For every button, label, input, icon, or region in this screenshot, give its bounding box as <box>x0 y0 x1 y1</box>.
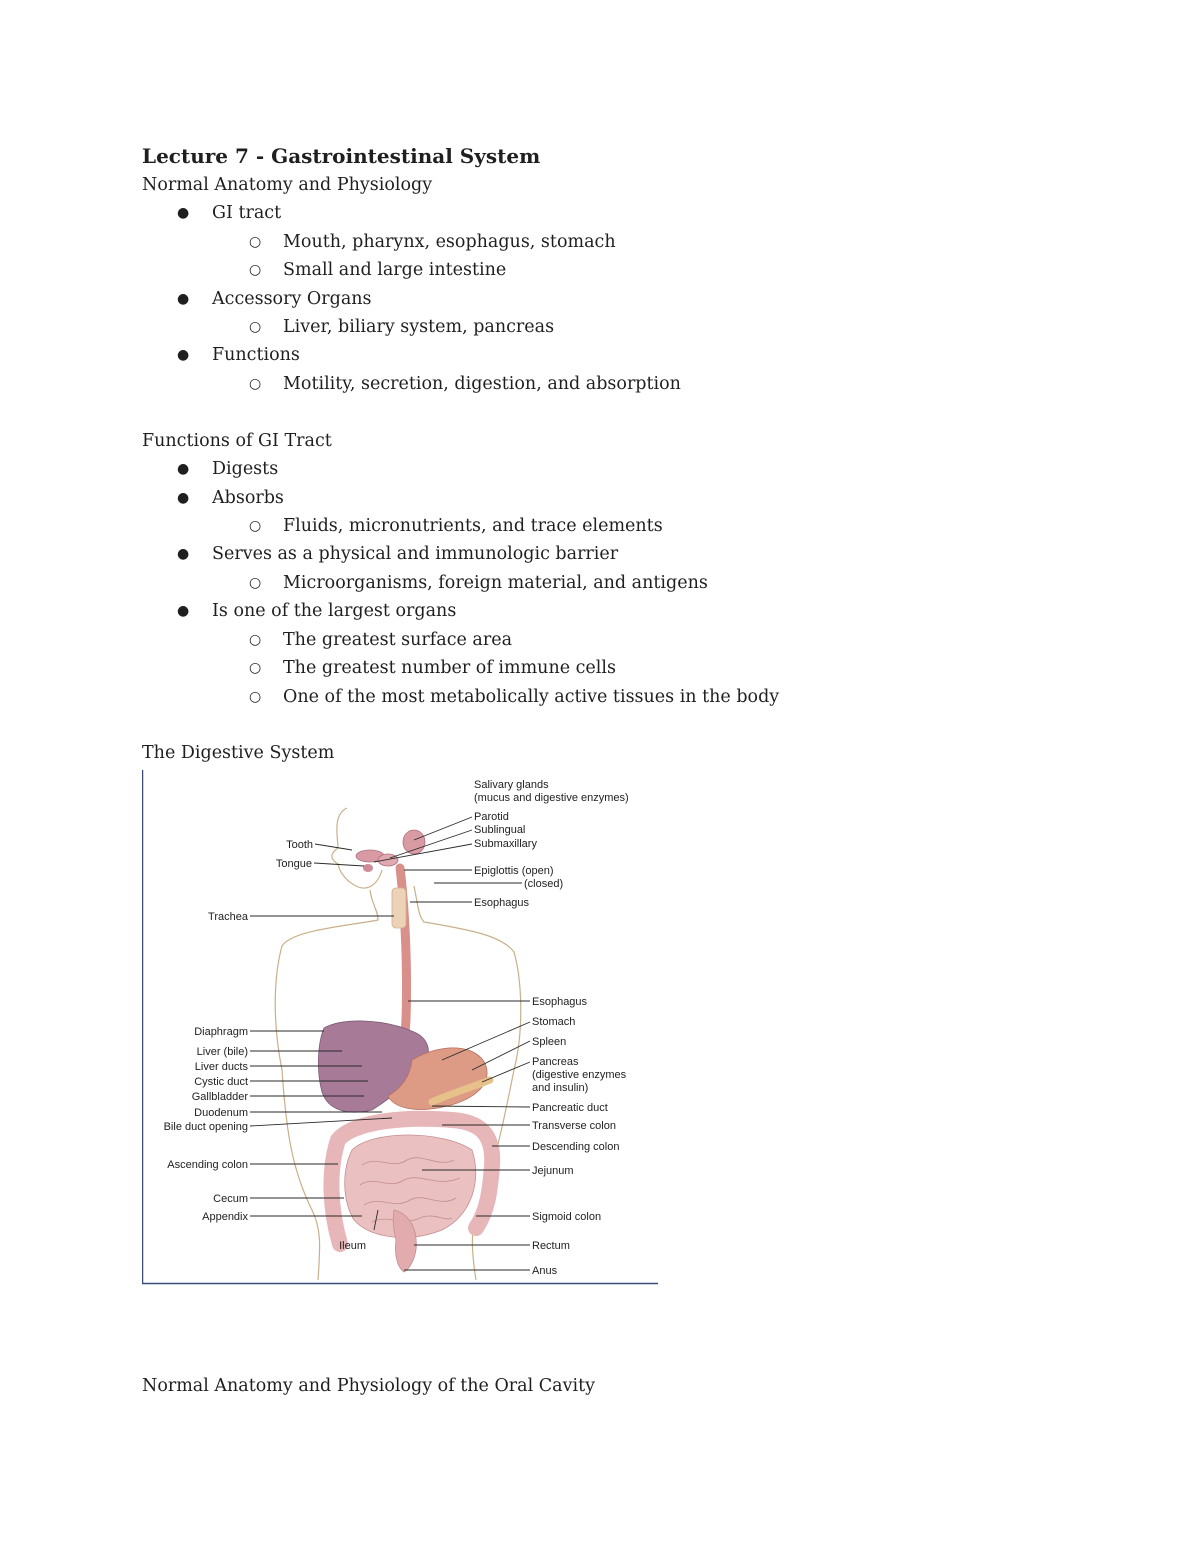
label-spleen: Spleen <box>532 1036 567 1048</box>
label-liver-ducts: Liver ducts <box>194 1061 248 1073</box>
section-heading: Functions of GI Tract <box>142 431 332 451</box>
section-heading: Normal Anatomy and Physiology of the Oral Cavity <box>142 1376 595 1396</box>
label-gallbladder: Gallbladder <box>191 1091 248 1103</box>
label-tongue: Tongue <box>275 858 312 870</box>
label-ileum: Ileum <box>339 1240 366 1252</box>
hollow-bullet-icon: ○ <box>249 689 262 705</box>
list-item: Functions <box>212 345 300 365</box>
label-diaphragm: Diaphragm <box>194 1026 248 1038</box>
label-bile-duct-opening: Bile duct opening <box>163 1121 248 1133</box>
digestive-system-diagram <box>142 770 658 1285</box>
label-salivary-note: (mucus and digestive enzymes) <box>474 792 629 804</box>
label-cecum: Cecum <box>213 1193 248 1205</box>
sub-list-item: Mouth, pharynx, esophagus, stomach <box>283 232 616 252</box>
bullet-icon: ● <box>177 205 190 221</box>
hollow-bullet-icon: ○ <box>249 518 262 534</box>
hollow-bullet-icon: ○ <box>249 632 262 648</box>
digestive-system-illustration <box>142 770 658 1285</box>
label-liver: Liver (bile) <box>196 1046 248 1058</box>
label-epiglottis-closed: (closed) <box>524 878 564 890</box>
section-heading: Normal Anatomy and Physiology <box>142 175 433 195</box>
hollow-bullet-icon: ○ <box>249 319 262 335</box>
label-sublingual: Sublingual <box>474 824 526 836</box>
label-jejunum: Jejunum <box>532 1165 574 1177</box>
label-rectum: Rectum <box>532 1240 570 1252</box>
list-item: GI tract <box>212 203 282 223</box>
label-pancreas-note-1: (digestive enzymes <box>532 1069 627 1081</box>
label-ascending-colon: Ascending colon <box>167 1159 248 1171</box>
bullet-icon: ● <box>177 291 190 307</box>
salivary-glands-shape <box>356 830 425 872</box>
bullet-icon: ● <box>177 347 190 363</box>
label-tooth: Tooth <box>286 839 313 851</box>
label-trachea: Trachea <box>208 911 248 923</box>
list-item: Accessory Organs <box>212 289 372 309</box>
label-pancreatic-duct: Pancreatic duct <box>532 1102 608 1114</box>
list-item: Digests <box>212 459 279 479</box>
sub-list-item: Fluids, micronutrients, and trace elements <box>283 516 663 536</box>
section-heading: The Digestive System <box>142 743 335 763</box>
label-esophagus-upper: Esophagus <box>474 897 530 909</box>
label-appendix: Appendix <box>202 1211 248 1223</box>
sub-list-item: Motility, secretion, digestion, and absorption <box>283 374 681 394</box>
sub-list-item: Microorganisms, foreign material, and antigens <box>283 573 708 593</box>
label-anus: Anus <box>532 1265 558 1277</box>
label-pancreas-note-2: and insulin) <box>532 1082 589 1094</box>
label-sigmoid-colon: Sigmoid colon <box>532 1211 602 1223</box>
bullet-icon: ● <box>177 461 190 477</box>
label-pancreas: Pancreas <box>532 1056 579 1068</box>
hollow-bullet-icon: ○ <box>249 660 262 676</box>
label-descending-colon: Descending colon <box>532 1141 620 1153</box>
hollow-bullet-icon: ○ <box>249 262 262 278</box>
bullet-icon: ● <box>177 490 190 506</box>
label-transverse-colon: Transverse colon <box>532 1120 616 1132</box>
label-parotid: Parotid <box>474 811 509 823</box>
sub-list-item: One of the most metabolically active tissues in the body <box>283 687 780 707</box>
sub-list-item: Liver, biliary system, pancreas <box>283 317 555 337</box>
sub-list-item: The greatest surface area <box>283 630 513 650</box>
sub-list-item: Small and large intestine <box>283 260 507 280</box>
label-submaxillary: Submaxillary <box>474 838 537 850</box>
bullet-icon: ● <box>177 603 190 619</box>
bullet-icon: ● <box>177 546 190 562</box>
sub-list-item: The greatest number of immune cells <box>283 658 616 678</box>
list-item: Is one of the largest organs <box>212 601 457 621</box>
label-stomach: Stomach <box>532 1016 576 1028</box>
label-duodenum: Duodenum <box>194 1107 248 1119</box>
hollow-bullet-icon: ○ <box>249 376 262 392</box>
label-cystic-duct: Cystic duct <box>194 1076 248 1088</box>
hollow-bullet-icon: ○ <box>249 575 262 591</box>
label-esophagus-lower: Esophagus <box>532 996 588 1008</box>
label-salivary-glands: Salivary glands <box>474 779 549 791</box>
label-epiglottis-open: Epiglottis (open) <box>474 865 554 877</box>
list-item: Absorbs <box>212 488 284 508</box>
hollow-bullet-icon: ○ <box>249 234 262 250</box>
page-title: Lecture 7 - Gastrointestinal System <box>142 144 541 168</box>
list-item: Serves as a physical and immunologic barrier <box>212 544 619 564</box>
